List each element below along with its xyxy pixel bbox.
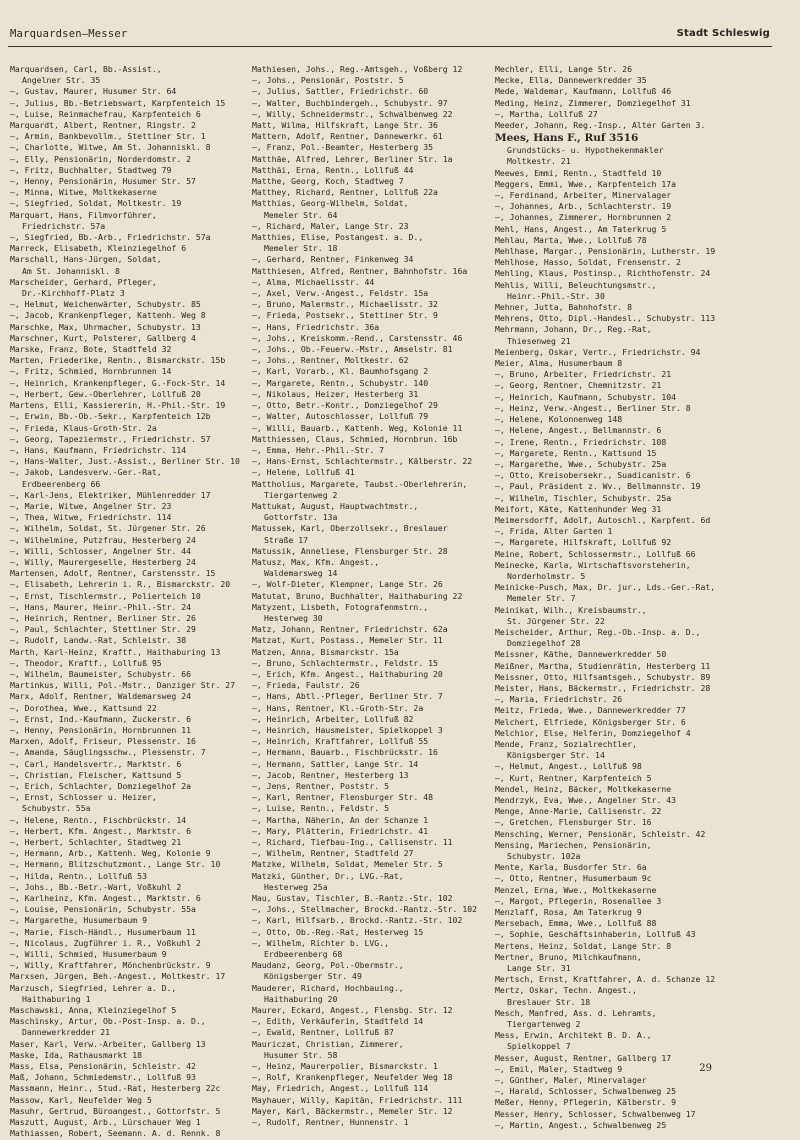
directory-entry: —, Rudolf, Landw.-Rat, Schleistr. 38 xyxy=(10,635,187,646)
running-header xyxy=(10,28,770,44)
directory-entry: —, Frida, Alter Garten 1 xyxy=(495,526,613,537)
directory-entry: —, Hans, Friedrichstr. 36a xyxy=(252,321,380,332)
directory-entry: Mass, Elsa, Pensionärin, Schleistr. 42 xyxy=(10,1061,196,1072)
directory-entry: Martensen, Adolf, Rentner, Carstensstr. 15 xyxy=(10,568,216,579)
directory-entry: —, Margarethe, Husumerbaum 9 xyxy=(10,915,147,926)
directory-entry: Meeder, Johann, Reg.-Insp., Alter Garten 3. xyxy=(495,120,706,131)
directory-entry: Schubystr. 102a xyxy=(507,851,581,862)
directory-entry: Marten, Friederike, Rentn., Bismarckstr. 15b xyxy=(10,355,226,366)
directory-entry: —, Nicolaus, Zugführer i. R., Voßkuhl 2 xyxy=(10,937,201,948)
directory-entry: —, Jacob, Rentner, Hesterberg 13 xyxy=(252,769,409,780)
directory-entry: Meißner, Martha, Studienrätin, Hesterberg 11 xyxy=(495,660,711,671)
directory-entry: —, Ferdinand, Arbeiter, Minervalager xyxy=(495,190,672,201)
directory-entry: —, Richard, Maler, Lange Str. 23 xyxy=(252,220,409,231)
directory-entry: —, Bruno, Malermstr., Michaelisstr. 32 xyxy=(252,299,438,310)
page-number: 29 xyxy=(699,1063,712,1074)
directory-entry: Meinikat, Wilh., Kreisbaumstr., xyxy=(495,604,647,615)
directory-entry: Marx, Adolf, Rentner, Waldemarsweg 24 xyxy=(10,691,191,702)
directory-entry: —, Erich, Kfm. Angest., Haithaburing 20 xyxy=(252,668,443,679)
directory-entry: —, Harald, Schlosser, Schwalbenweg 25 xyxy=(495,1086,676,1097)
directory-entry: Marxsen, Jürgen, Beh.-Angest., Moltkestr. 17 xyxy=(10,971,226,982)
directory-entry: Heinr.-Phil.-Str. 30 xyxy=(507,290,605,301)
directory-entry: —, Fritz, Schmied, Hornbrunnen 14 xyxy=(10,366,172,377)
directory-entry: Matthiessen, Claus, Schmied, Hornbrun. 16b xyxy=(252,433,458,444)
directory-entry: —, Paul, Schlachter, Stettiner Str. 29 xyxy=(10,624,196,635)
directory-entry: Masuhr, Gertrud, Büroangest., Gottorfstr. 5 xyxy=(10,1105,221,1116)
directory-entry: Mesch, Manfred, Ass. d. Lehramts, xyxy=(495,1007,657,1018)
directory-entry: —, Otto, Kreisobersekr., Suadicanistr. 6 xyxy=(495,470,691,481)
directory-entry: —, Ewald, Rentner, Lollfuß 87 xyxy=(252,1027,394,1038)
directory-entry: Mertsch, Ernst, Kraftfahrer, A. d. Schanze 12 xyxy=(495,974,716,985)
directory-entry: —, Margarethe, Wwe., Schubystr. 25a xyxy=(495,458,667,469)
directory-entry: Meimersdorff, Adolf, Autoschl., Karpfent. 6d xyxy=(495,514,711,525)
directory-entry: —, Herbert, Kfm. Angest., Marktstr. 6 xyxy=(10,825,191,836)
directory-entry: —, Bruno, Schlachtermstr., Feldstr. 15 xyxy=(252,657,438,668)
directory-entry: —, Hans, Maurer, Heinr.-Phil.-Str. 24 xyxy=(10,601,191,612)
directory-entry: —, Otto, Rentner, Husumerbaum 9c xyxy=(495,873,652,884)
directory-entry: Mauriczat, Christian, Zimmerer, xyxy=(252,1038,404,1049)
directory-entry: Meding, Heinz, Zimmerer, Domziegelhof 31 xyxy=(495,97,691,108)
directory-entry: Erdbeerenberg 66 xyxy=(22,478,101,489)
directory-entry: —, Willi, Schmied, Husumerbaum 9 xyxy=(10,949,167,960)
header-name-range: Marquardsen—Messer xyxy=(10,28,128,40)
directory-entry: —, Helmut, Angest., Lollfuß 98 xyxy=(495,761,642,772)
directory-entry: Messer, August, Rentner, Gallberg 17 xyxy=(495,1052,672,1063)
directory-entry: Menzel, Erna, Wwe., Moltkekaserne xyxy=(495,884,657,895)
directory-entry: —, Maria, Friedrichstr. 26 xyxy=(495,694,623,705)
directory-entry: —, Herbert, Schlachter, Stadtweg 21 xyxy=(10,837,182,848)
directory-entry: —, Helene, Kolonnenweg 148 xyxy=(495,414,623,425)
directory-entry: —, Heinrich, Rentner, Berliner Str. 26 xyxy=(10,612,196,623)
directory-entry: Matz, Johann, Rentner, Friedrichstr. 62a xyxy=(252,624,448,635)
directory-entry: Haithaburing 1 xyxy=(22,993,91,1004)
directory-entry: —, Frieda, Postsekr., Stettiner Str. 9 xyxy=(252,310,438,321)
directory-entry: Meienberg, Oskar, Vertr., Friedrichstr. 94 xyxy=(495,346,701,357)
directory-entry: —, Hermann, Sattler, Lange Str. 14 xyxy=(252,758,419,769)
directory-entry: —, Emma, Hehr.-Phil.-Str. 7 xyxy=(252,444,385,455)
header-rule xyxy=(8,46,772,47)
directory-entry: —, Günther, Maler, Minervalager xyxy=(495,1075,647,1086)
directory-entry: Domziegelhof 28 xyxy=(507,638,581,649)
directory-entry: Matusz, Max, Kfm. Angest., xyxy=(252,556,380,567)
directory-entry: —, Marie, Fisch-Händl., Husumerbaum 11 xyxy=(10,926,196,937)
directory-entry: Matzke, Wilhelm, Soldat, Memeler Str. 5 xyxy=(252,859,443,870)
directory-entry: —, Helmut, Weichenwärter, Schubystr. 85 xyxy=(10,299,201,310)
directory-entry: —, Christian, Fleischer, Kattsund 5 xyxy=(10,769,182,780)
directory-entry: —, Willi, Schlosser, Angelner Str. 44 xyxy=(10,545,191,556)
directory-entry: Spielkoppel 7 xyxy=(507,1041,571,1052)
directory-entry: Königsberger Str. 14 xyxy=(507,750,605,761)
directory-entry: Mehlhose, Hasso, Soldat, Frensenstr. 2 xyxy=(495,257,681,268)
directory-entry: Marquardt, Albert, Rentner, Ringstr. 2 xyxy=(10,120,196,131)
directory-entry: —, Rolf, Krankenpfleger, Neufelder Weg 18 xyxy=(252,1072,453,1083)
directory-entry: —, Siegfried, Bb.-Arb., Friedrichstr. 57a xyxy=(10,232,211,243)
directory-entry: —, Elisabeth, Lehrerin i. R., Bismarckstr. 20 xyxy=(10,579,231,590)
directory-entry: —, Hans, Rentner, Kl.-Groth-Str. 2a xyxy=(252,702,424,713)
directory-entry: Melchert, Elfriede, Königsberger Str. 6 xyxy=(495,716,686,727)
directory-entry: —, Hermann, Bauarb., Fischbrückstr. 16 xyxy=(252,747,438,758)
directory-entry: Mehner, Jutta, Bahnhofstr. 8 xyxy=(495,302,632,313)
directory-entry: —, Louise, Pensionärin, Schubystr. 55a xyxy=(10,904,196,915)
directory-entry: —, Paul, Präsident z. Wv., Bellmannstr. 19 xyxy=(495,481,701,492)
directory-entry: Mede, Waldemar, Kaufmann, Lollfuß 46 xyxy=(495,86,672,97)
directory-entry: —, Heinrich, Kaufmann, Schubystr. 104 xyxy=(495,391,676,402)
directory-entry: Haithaburing 20 xyxy=(264,993,338,1004)
directory-entry: Mattukat, August, Hauptwachtmstr., xyxy=(252,500,419,511)
directory-entry: Mende, Franz, Sozialrechtler, xyxy=(495,738,637,749)
directory-entry: Matutat, Bruno, Buchhalter, Haithaburing 22 xyxy=(252,590,463,601)
directory-entry: Matthiesen, Alfred, Rentner, Bahnhofstr. 16a xyxy=(252,265,468,276)
directory-entry: —, Hans-Ernst, Schlachtermstr., Kälberstr. 22 xyxy=(252,456,473,467)
directory-entry: Matussik, Anneliese, Flensburger Str. 28 xyxy=(252,545,448,556)
directory-entry: —, Elly, Pensionärin, Norderdomstr. 2 xyxy=(10,153,191,164)
directory-entry: —, Karl, Hilfsarb., Brockd.-Rantz.-Str. 102 xyxy=(252,915,463,926)
directory-entry: Marquart, Hans, Filmvorführer, xyxy=(10,209,157,220)
directory-entry: —, Frieda, Faulstr. 26 xyxy=(252,680,360,691)
directory-entry: —, Henny, Pensionärin, Hornbrunnen 11 xyxy=(10,724,191,735)
directory-entry: Menzlaff, Rosa, Am Taterkrug 9 xyxy=(495,907,642,918)
directory-entry: Am St. Johanniskl. 8 xyxy=(22,265,120,276)
header-city: Stadt Schleswig xyxy=(676,28,770,39)
directory-entry: Mehlhase, Margar., Pensionärin, Lutherstr. 19 xyxy=(495,246,716,257)
directory-entry: Hesterweg 30 xyxy=(264,612,323,623)
directory-entry: Norderholmstr. 5 xyxy=(507,570,586,581)
directory-entry: —, Emil, Maler, Stadtweg 9 xyxy=(495,1063,623,1074)
directory-entry: Erdbeerenberg 68 xyxy=(264,949,343,960)
directory-entry: —, Georg, Tapeziermstr., Friedrichstr. 57 xyxy=(10,433,211,444)
directory-entry: —, Rudolf, Rentner, Hunnenstr. 1 xyxy=(252,1117,409,1128)
directory-entry: —, Johannes, Arb., Schlachterstr. 19 xyxy=(495,201,672,212)
directory-entry: —, Hilda, Rentn., Lollfuß 53 xyxy=(10,870,147,881)
directory-entry: Matzat, Kurt, Postass., Memeler Str. 11 xyxy=(252,635,443,646)
directory-entry: —, Marie, Witwe, Angelner Str. 23 xyxy=(10,500,172,511)
directory-entry: —, Hermann, Blitzschutzmont., Lange Str. 10 xyxy=(10,859,221,870)
directory-entry: —, Gretchen, Flensburger Str. 16 xyxy=(495,817,652,828)
directory-entry: —, Erwin, Bb.-Ob.-Sekr., Karpfenteich 12b xyxy=(10,411,211,422)
directory-entry: —, Wilhelm, Soldat, St. Jürgener Str. 26 xyxy=(10,523,206,534)
directory-entry: Memeler Str. 64 xyxy=(264,209,338,220)
directory-entry: —, Minna, Witwe, Moltkekaserne xyxy=(10,187,157,198)
directory-entry: —, Heinrich, Kraftfahrer, Lollfuß 55 xyxy=(252,736,429,747)
directory-entry: Massow, Karl, Neufelder Weg 5 xyxy=(10,1094,152,1105)
directory-entry: Marzusch, Siegfried, Lehrer a. D., xyxy=(10,982,177,993)
directory-entry: Mattern, Adolf, Rentner, Dannewerkr. 61 xyxy=(252,131,443,142)
directory-entry: —, Heinz, Maurerpolier, Bismarckstr. 1 xyxy=(252,1061,438,1072)
directory-entry: Grundstücks- u. Hypothekenmakler xyxy=(507,145,664,156)
directory-entry: —, Carl, Handelsvertr., Marktstr. 6 xyxy=(10,758,182,769)
directory-entry: —, Axel, Verw.-Angest., Feldstr. 15a xyxy=(252,288,429,299)
directory-entry: Lange Str. 31 xyxy=(507,963,571,974)
directory-entry: Mehlau, Marta, Wwe., Lollfuß 78 xyxy=(495,234,647,245)
directory-entry: Mehlis, Willi, Beleuchtungsmstr., xyxy=(495,279,657,290)
directory-entry: —, Willy, Kraftfahrer, Mönchenbrückstr. 9 xyxy=(10,960,211,971)
directory-entry: —, Nikolaus, Heizer, Hesterberg 31 xyxy=(252,388,419,399)
directory-entry: Mendrzyk, Eva, Wwe., Angelner Str. 43 xyxy=(495,795,676,805)
directory-entry: Meitz, Frieda, Wwe., Dannewerkredder 77 xyxy=(495,705,686,716)
directory-entry: —, Jacob, Krankenpfleger, Kattenh. Weg 8 xyxy=(10,310,206,321)
directory-entry: Maß, Johann, Schmiedemstr., Lollfuß 93 xyxy=(10,1072,196,1083)
directory-entry: —, Walter, Buchbindergeh., Schubystr. 97 xyxy=(252,97,448,108)
directory-entry: —, Kurt, Rentner, Karpfenteich 5 xyxy=(495,772,652,783)
directory-entry: Marquardsen, Carl, Bb.-Assist., xyxy=(10,64,162,74)
directory-entry: —, Wolf-Dieter, Klempner, Lange Str. 26 xyxy=(252,579,443,590)
directory-entry: —, Julius, Bb.-Betriebswart, Karpfenteich 15 xyxy=(10,97,226,108)
directory-entry: Königsberger Str. 49 xyxy=(264,971,362,982)
directory-entry: —, Armin, Bankbevollm., Stettiner Str. 1 xyxy=(10,131,206,142)
directory-entry: Gottorfstr. 13a xyxy=(264,512,338,523)
directory-entry: —, Wilhelm, Tischler, Schubystr. 25a xyxy=(495,492,672,503)
directory-entry: Maudanz, Georg, Pol.-Obermstr., xyxy=(252,960,404,971)
directory-entry: Mente, Karla, Busdorfer Str. 6a xyxy=(495,862,647,873)
directory-entry: Straße 17 xyxy=(264,534,309,545)
directory-entry: —, Julius, Sattler, Friedrichstr. 60 xyxy=(252,86,429,97)
directory-entry: Marxen, Adolf, Friseur, Plessenstr. 16 xyxy=(10,736,196,747)
directory-entry: —, Georg, Rentner, Chemnitzstr. 21 xyxy=(495,380,662,391)
directory-entry: —, Jakob, Landesverw.-Ger.-Rat, xyxy=(10,467,162,478)
directory-entry: Meister, Hans, Bäckermstr., Friedrichstr. 28 xyxy=(495,682,711,693)
directory-entry: —, Ernst, Schlosser u. Heizer, xyxy=(10,792,157,803)
directory-entry: Messer, Henry, Schlosser, Schwalbenweg 17 xyxy=(495,1108,696,1119)
directory-entry: —, Margarete, Rentn., Kattsund 15 xyxy=(495,447,657,458)
directory-entry: Meßer, Henny, Pflegerin, Kälberstr. 9 xyxy=(495,1097,676,1108)
directory-entry: —, Wilhelm, Richter b. LVG., xyxy=(252,937,389,948)
directory-entry: Maschinsky, Artur, Ob.-Post-Insp. a. D., xyxy=(10,1016,206,1027)
directory-entry: —, Alma, Michaelisstr. 44 xyxy=(252,276,375,287)
directory-entry: Mertner, Bruno, Milchkaufmann, xyxy=(495,951,642,962)
directory-entry: —, Heinrich, Hausmeister, Spielkoppel 3 xyxy=(252,724,443,735)
directory-entry: —, Henny, Pensionärin, Husumer Str. 57 xyxy=(10,176,196,187)
directory-entry: Mees, Hans F., Ruf 3516 xyxy=(495,132,639,145)
directory-entry: Matussek, Karl, Oberzollsekr., Breslauer xyxy=(252,523,448,534)
directory-entry: Mehrmann, Johann, Dr., Reg.-Rat, xyxy=(495,324,652,335)
directory-entry: Mensching, Werner, Pensionär, Schleistr. 42 xyxy=(495,828,706,839)
directory-entry: Schubystr. 55a xyxy=(22,803,91,814)
directory-entry: Mertz, Oskar, Techn. Angest., xyxy=(495,985,637,996)
directory-entry: Mayhauer, Willy, Kapitän, Friedrichstr. 111 xyxy=(252,1094,463,1105)
directory-entry: —, Hans, Kaufmann, Friedrichstr. 114 xyxy=(10,444,187,455)
directory-entry: —, Johs., Stellmacher, Brockd.-Rantz.-Str. 102 xyxy=(252,904,478,915)
directory-entry: Maske, Ida, Rathausmarkt 18 xyxy=(10,1049,143,1060)
directory-entry: Martinkus, Willi, Pol.-Mstr., Danziger Str. 27 xyxy=(10,680,236,691)
directory-entry: —, Johs., Bb.-Betr.-Wart, Voßkuhl 2 xyxy=(10,881,182,892)
directory-entry: Mathiesen, Johs., Reg.-Amtsgeh., Voßberg 12 xyxy=(252,64,463,74)
directory-entry: —, Amanda, Säuglingsschw., Plessenstr. 7 xyxy=(10,747,206,758)
directory-entry: —, Hans, Abtl.-Pfleger, Berliner Str. 7 xyxy=(252,691,443,702)
directory-entry: —, Margarete, Rentn., Schubystr. 140 xyxy=(252,377,429,388)
directory-entry: Meinecke, Karla, Wirtschaftsvorsteherin, xyxy=(495,559,691,570)
directory-entry: Mattholius, Margarete, Taubst.-Oberlehrerin, xyxy=(252,478,468,489)
directory-entry: Meier, Alma, Husumerbaum 8 xyxy=(495,358,623,369)
directory-entry: Meewes, Emmi, Rentn., Stadtfeld 10 xyxy=(495,167,662,178)
directory-entry: —, Hermann, Arb., Kattenh. Weg, Kolonie 9 xyxy=(10,848,211,859)
directory-entry: —, Charlotte, Witwe, Am St. Johanniskl. 8 xyxy=(10,142,211,153)
directory-entry: —, Otto, Betr.-Kontr., Domziegelhof 29 xyxy=(252,400,438,411)
directory-entry: —, Fritz, Buchhalter, Stadtweg 79 xyxy=(10,164,172,175)
directory-entry: Friedrichstr. 57a xyxy=(22,220,106,231)
directory-entry: Matthäe, Alfred, Lehrer, Berliner Str. 1a xyxy=(252,153,453,164)
directory-entry: —, Theodor, Kraftf., Lollfuß 95 xyxy=(10,657,162,668)
directory-entry: —, Heinz, Verw.-Angest., Berliner Str. 8 xyxy=(495,402,691,413)
directory-entry: —, Bruno, Arbeiter, Friedrichstr. 21 xyxy=(495,369,672,380)
directory-entry: —, Margot, Pflegerin, Rosenallee 3 xyxy=(495,895,662,906)
directory-entry: Menge, Anne-Marie, Callisenstr. 22 xyxy=(495,806,662,817)
directory-entry: May, Friedrich, Angest., Lollfuß 114 xyxy=(252,1083,429,1094)
directory-entry: Mathiassen, Robert, Seemann. A. d. Rennk. 8 xyxy=(10,1128,221,1139)
directory-entry: Matzki, Günther, Dr., LVG.-Rat, xyxy=(252,870,404,881)
directory-entry: Breslauer Str. 18 xyxy=(507,996,591,1007)
directory-entry: —, Helene, Lollfuß 41 xyxy=(252,467,355,478)
directory-entry: Meissner, Otto, Hilfsamtsgeh., Schubystr. 89 xyxy=(495,671,711,682)
directory-entry: —, Siegfried, Soldat, Moltkestr. 19 xyxy=(10,198,182,209)
directory-entry: Mertens, Heinz, Soldat, Lange Str. 8 xyxy=(495,940,672,951)
directory-entry: Mecke, Ella, Dannewerkredder 35 xyxy=(495,75,647,86)
directory-entry: Meischeider, Arthur, Reg.-Ob.-Insp. a. D., xyxy=(495,626,701,637)
directory-entry: Matthäi, Erna, Rentn., Lollfuß 44 xyxy=(252,164,414,175)
directory-entry: —, Johs., Ob.-Feuerw.-Mstr., Amselstr. 81 xyxy=(252,344,453,355)
directory-entry: Maurer, Eckard, Angest., Flensbg. Str. 12 xyxy=(252,1005,453,1016)
directory-entry: —, Martin, Angest., Schwalbenweg 25 xyxy=(495,1119,667,1130)
directory-entry: Tiergartenweg 2 xyxy=(264,489,338,500)
directory-entry: Marschall, Hans-Jürgen, Soldat, xyxy=(10,254,162,265)
directory-entry: —, Willy, Maurergeselle, Hesterberg 24 xyxy=(10,556,196,567)
directory-entry: Matthies, Elise, Postangest. a. D., xyxy=(252,232,424,243)
directory-entry: Massmann, Heinr., Stud.-Rat, Hesterberg 22c xyxy=(10,1083,221,1094)
directory-entry: —, Ernst, Tischlermstr., Polierteich 10 xyxy=(10,590,201,601)
directory-entry: —, Irene, Rentn., Friedrichstr. 108 xyxy=(495,436,667,447)
directory-entry: Matthias, Georg-Wilhelm, Soldat, xyxy=(252,198,409,209)
directory-entry: Mess, Erwin, Architekt B. D. A., xyxy=(495,1030,652,1041)
directory-entry: Marreck, Elisabeth, Kleinziegelhof 6 xyxy=(10,243,187,254)
directory-entry: Marschke, Max, Uhrmacher, Schubystr. 13 xyxy=(10,321,201,332)
directory-entry: —, Helene, Angest., Bellmannstr. 6 xyxy=(495,425,662,436)
directory-entry: —, Willy, Schneidermstr., Schwalbenweg 22 xyxy=(252,108,453,119)
directory-entry: Melchior, Else, Helferin, Domziegelhof 4 xyxy=(495,727,691,738)
directory-entry: Dr.-Kirchhoff-Platz 3 xyxy=(22,288,125,299)
directory-entry: Hesterweg 25a xyxy=(264,881,328,892)
directory-entry: Marscheider, Gerhard, Pfleger, xyxy=(10,276,157,287)
directory-entry: Waldemarsweg 14 xyxy=(264,568,338,579)
directory-entry: Matthey, Richard, Rentner, Lollfuß 22a xyxy=(252,187,438,198)
directory-entry: Mehling, Klaus, Postinsp., Richthofenstr. 24 xyxy=(495,268,711,279)
directory-entry: —, Jens, Rentner, Poststr. 5 xyxy=(252,781,389,791)
directory-entry: —, Otto, Ob.-Reg.-Rat, Hesterweg 15 xyxy=(252,926,424,937)
directory-entry: Mechler, Elli, Lange Str. 26 xyxy=(495,64,632,74)
directory-entry: —, Martha, Näherin, An der Schanze 1 xyxy=(252,814,429,825)
directory-entry: —, Erich, Schlachter, Domziegelhof 2a xyxy=(10,781,191,791)
column-2 xyxy=(252,64,492,1128)
directory-entry: —, Luise, Rentn., Feldstr. 5 xyxy=(252,803,389,814)
directory-entry: Mensing, Mariechen, Pensionärin, xyxy=(495,839,652,850)
directory-entry: —, Karl, Rentner, Flensburger Str. 48 xyxy=(252,792,433,803)
directory-entry: —, Walter, Autoschlosser, Lollfuß 79 xyxy=(252,411,429,422)
directory-entry: Mehl, Hans, Angest., Am Taterkrug 5 xyxy=(495,223,667,234)
directory-entry: Tiergartenweg 2 xyxy=(507,1019,581,1030)
directory-entry: Martens, Elli, Kassiererin, H.-Phil.-Str. 19 xyxy=(10,400,226,411)
directory-entry: —, Willi, Bauarb., Kattenh. Weg, Kolonie 11 xyxy=(252,422,463,433)
directory-entry: —, Karlheinz, Kfm. Angest., Marktstr. 6 xyxy=(10,893,201,904)
directory-entry: Husumer Str. 58 xyxy=(264,1049,338,1060)
directory-entry: —, Johs., Rentner, Moltkestr. 62 xyxy=(252,355,409,366)
directory-entry: —, Martha, Lollfuß 27 xyxy=(495,108,598,119)
directory-entry: —, Ernst, Ind.-Kaufmann, Zuckerstr. 6 xyxy=(10,713,191,724)
directory-entry: Angelner Str. 35 xyxy=(22,75,101,86)
directory-entry: —, Heinrich, Krankenpfleger, G.-Fock-Str. 14 xyxy=(10,377,226,388)
directory-entry: Marth, Karl-Heinz, Kraftf., Haithaburing 13 xyxy=(10,646,221,657)
directory-entry: Dannewerkredder 21 xyxy=(22,1027,111,1038)
directory-entry: Maser, Karl, Verw.-Arbeiter, Gallberg 13 xyxy=(10,1038,206,1049)
directory-entry: —, Edith, Verkäuferin, Stadtfeld 14 xyxy=(252,1016,424,1027)
directory-entry: Maszutt, August, Arb., Lürschauer Weg 1 xyxy=(10,1117,201,1128)
directory-entry: Matthe, Georg, Koch, Stadtweg 7 xyxy=(252,176,404,187)
directory-entry: —, Franz, Pol.-Beamter, Hesterberg 35 xyxy=(252,142,433,153)
column-3 xyxy=(495,64,745,1131)
directory-entry: —, Dorothea, Wwe., Kattsund 22 xyxy=(10,702,157,713)
directory-entry: Meissner, Käthe, Dannewerkredder 50 xyxy=(495,649,667,660)
directory-entry: Marske, Franz, Bote, Stadtfeld 32 xyxy=(10,344,172,355)
directory-entry: Matzen, Anna, Bismarckstr. 15a xyxy=(252,646,399,657)
directory-entry: Meinicke-Pusch, Max, Dr. jur., Lds.-Ger.-Rat, xyxy=(495,582,716,593)
directory-entry: Meine, Robert, Schlossermstr., Lollfuß 66 xyxy=(495,548,696,559)
directory-entry: —, Herbert, Gew.-Oberlehrer, Lollfuß 20 xyxy=(10,388,201,399)
directory-entry: Mayer, Karl, Bäckermstr., Memeler Str. 12 xyxy=(252,1105,453,1116)
directory-entry: —, Johs., Pensionär, Poststr. 5 xyxy=(252,75,404,86)
directory-entry: Maschawski, Anna, Kleinziegelhof 5 xyxy=(10,1005,177,1016)
directory-entry: —, Heinrich, Arbeiter, Lollfuß 82 xyxy=(252,713,414,724)
directory-entry: Meifort, Käte, Kattenhunder Weg 31 xyxy=(495,503,662,514)
directory-entry: Mauderer, Richard, Hochbauing., xyxy=(252,982,404,993)
directory-entry: —, Mary, Plätterin, Friedrichstr. 41 xyxy=(252,825,429,836)
directory-entry: Memeler Str. 7 xyxy=(507,593,576,604)
directory-entry: —, Sophie, Geschäftsinhaberin, Lollfuß 43 xyxy=(495,929,696,940)
directory-entry: —, Wilhelmine, Putzfrau, Hesterberg 24 xyxy=(10,534,196,545)
directory-entry: —, Wilhelm, Baumeister, Schubystr. 66 xyxy=(10,668,191,679)
directory-entry: —, Johannes, Zimmerer, Hornbrunnen 2 xyxy=(495,212,672,223)
directory-entry: —, Richard, Tiefbau-Ing., Callisenstr. 11 xyxy=(252,837,453,848)
directory-entry: Mehrens, Otto, Dipl.-Handesl., Schubystr. 113 xyxy=(495,313,716,324)
directory-entry: —, Karl, Vorarb., Kl. Baumhofsgang 2 xyxy=(252,366,429,377)
directory-entry: Mau, Gustav, Tischler, B.-Rantz.-Str. 102 xyxy=(252,893,453,904)
directory-entry: Mersebach, Emma, Wwe., Lollfuß 88 xyxy=(495,918,657,929)
directory-entry: —, Johs., Kreiskomm.-Rend., Carstensstr. 46 xyxy=(252,332,463,343)
directory-entry: Matt, Wilma, Hilfskraft, Lange Str. 36 xyxy=(252,120,438,131)
directory-entry: —, Gustav, Maurer, Husumer Str. 64 xyxy=(10,86,177,97)
directory-entry: Mendel, Heinz, Bäcker, Moltkekaserne xyxy=(495,783,672,794)
directory-entry: St. Jürgener Str. 22 xyxy=(507,615,605,626)
directory-entry: Moltkestr. 21 xyxy=(507,156,571,167)
directory-entry: Thiesenweg 21 xyxy=(507,335,571,346)
directory-entry: —, Gerhard, Rentner, Finkenweg 34 xyxy=(252,254,414,265)
directory-entry: —, Wilhelm, Rentner, Stadtfeld 27 xyxy=(252,848,414,859)
directory-entry: —, Luise, Reinmachefrau, Karpfenteich 6 xyxy=(10,108,201,119)
directory-entry: —, Frieda, Klaus-Groth-Str. 2a xyxy=(10,422,157,433)
directory-entry: —, Karl-Jens, Elektriker, Mühlenredder 17 xyxy=(10,489,211,500)
directory-entry: Marschner, Kurt, Polsterer, Gallberg 4 xyxy=(10,332,196,343)
directory-entry: —, Thea, Witwe, Friedrichstr. 114 xyxy=(10,512,172,523)
directory-entry: Matyzent, Lisbeth, Fotografenmstrn., xyxy=(252,601,429,612)
directory-entry: —, Hans-Walter, Just.-Assist., Berliner Str. 10 xyxy=(10,456,240,467)
directory-entry: —, Helene, Rentn., Fischbrückstr. 14 xyxy=(10,814,187,825)
directory-entry: Meggers, Emmi, Wwe., Karpfenteich 17a xyxy=(495,178,676,189)
directory-entry: —, Margarete, Hilfskraft, Lollfuß 92 xyxy=(495,537,672,548)
directory-entry: Memeler Str. 18 xyxy=(264,243,338,254)
column-1 xyxy=(10,64,250,1140)
